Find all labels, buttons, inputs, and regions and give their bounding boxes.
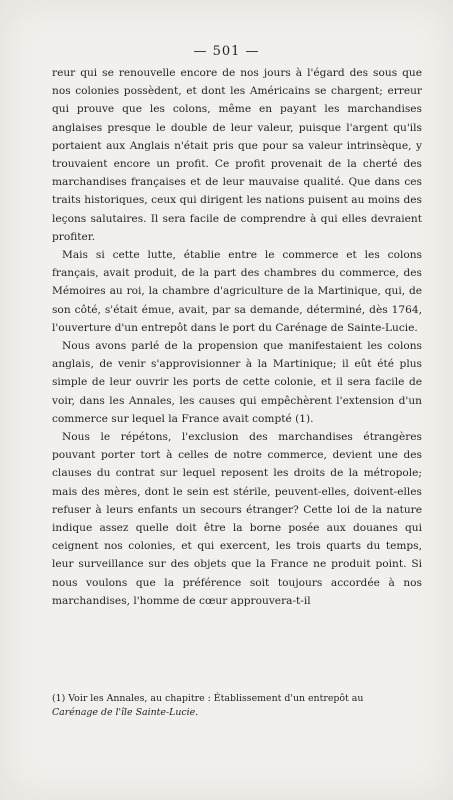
paragraph-3: Nous avons parlé de la propension que manifestaient les colons anglais, de venir s'approvisionner à la Martinique; il eût été plus simple de leur ouvrir les ports de cette colonie, et il sera facile de voir, dans les Annales, les causes qui empêchèrent l'extension d'un commerce sur lequel la France avait compté (1).: [52, 340, 422, 425]
page-number: — 501 —: [193, 44, 260, 59]
main-text: [52, 64, 422, 610]
paragraph-2: Mais si cette lutte, établie entre le commerce et les colons français, avait produit, de la part des chambres du commerce, des Mémoires au roi, la chambre d'agriculture de la Martinique, qui, de son côté, s'était émue, avait, par sa demande, déterminé, dès 1764, l'ouverture d'un entrepôt dans le port du Carénage de Sainte-Lucie.: [52, 249, 422, 334]
paragraph-1: reur qui se renouvelle encore de nos jours à l'égard des sous que nos colonies possèdent, et dont les Américains se chargent; erreur qui prouve que les colons, même en payant les marchandises anglaises presque le double de leur valeur, puisque l'argent qu'ils portaient aux Anglais n'était pris que pour sa valeur intrinsèque, y trouvaient encore un profit. Ce profit provenait de la cherté des marchandises françaises et de leur mauvaise qualité. Que dans ces traits historiques, ceux qui dirigent les nations puisent au moins des leçons salutaires. Il sera facile de comprendre à qui elles devraient profiter.: [52, 67, 422, 243]
footnote-line-1: [52, 692, 422, 706]
footnote: [52, 692, 422, 720]
footnote-text-1: Voir les Annales, au chapitre : Établissement d'un entrepôt au: [68, 693, 364, 704]
footnote-line-2: Carénage de l'île Sainte-Lucie.: [52, 707, 199, 718]
paragraph-4: Nous le répétons, l'exclusion des marchandises étrangères pouvant porter tort à celles de notre commerce, devient une des clauses du contrat sur lequel reposent les droits de la métropole; mais des mères, dont le sein est stérile, peuvent-elles, doivent-elles refuser à leurs enfants un secours étranger? Cette loi de la nature indique assez quelle doit être la borne posée aux douanes qui ceignent nos colonies, et qui exercent, les trois quarts du temps, leur surveillance sur des objets que la France ne produit point. Si nous voulons que la préférence soit toujours accordée à nos marchandises, l'homme de cœur approuvera-t-il: [52, 431, 422, 607]
footnote-marker: (1): [52, 693, 66, 704]
